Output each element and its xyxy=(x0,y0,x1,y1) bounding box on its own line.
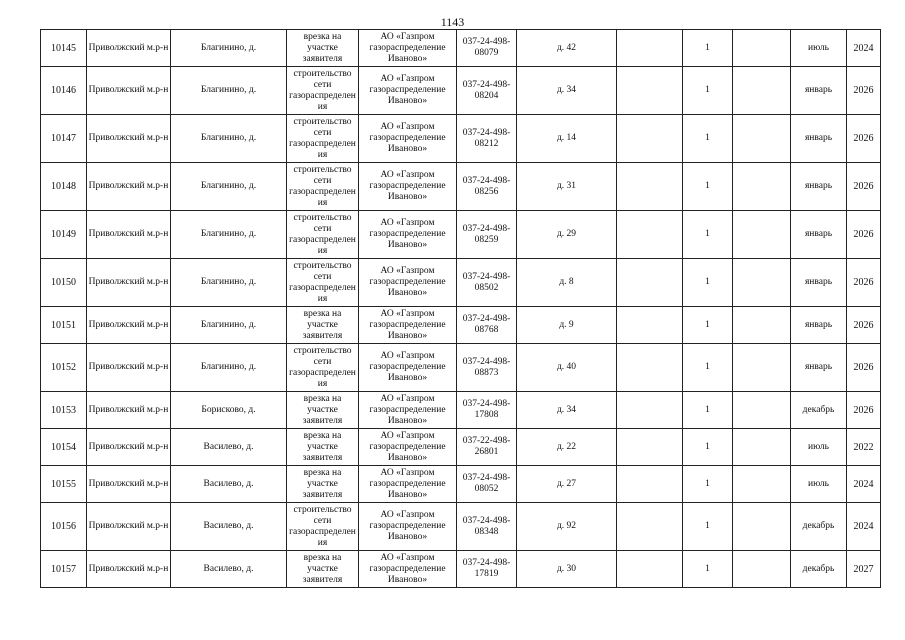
year-cell: 2026 xyxy=(847,163,881,211)
district-cell: Приволжский м.р-н xyxy=(87,551,171,588)
table-row xyxy=(41,115,881,163)
row-number: 10145 xyxy=(41,30,87,67)
organization-cell: АО «Газпром газораспределение Иваново» xyxy=(359,259,457,307)
application-code-cell: 037-24-498-08052 xyxy=(457,466,517,503)
quantity-cell: 1 xyxy=(683,466,733,503)
empty-cell xyxy=(617,163,683,211)
organization-cell: АО «Газпром газораспределение Иваново» xyxy=(359,466,457,503)
year-cell: 2024 xyxy=(847,503,881,551)
year-cell: 2024 xyxy=(847,466,881,503)
locality-cell: Борисково, д. xyxy=(171,392,287,429)
application-code-cell: 037-24-498-08502 xyxy=(457,259,517,307)
application-code-cell: 037-24-498-08204 xyxy=(457,67,517,115)
district-cell: Приволжский м.р-н xyxy=(87,259,171,307)
year-cell: 2026 xyxy=(847,67,881,115)
locality-cell: Благинино, д. xyxy=(171,307,287,344)
quantity-cell: 1 xyxy=(683,30,733,67)
house-number-cell: д. 34 xyxy=(517,392,617,429)
quantity-cell: 1 xyxy=(683,259,733,307)
table-row xyxy=(41,259,881,307)
application-code-cell: 037-22-498-26801 xyxy=(457,429,517,466)
application-code-cell: 037-24-498-17808 xyxy=(457,392,517,429)
month-cell: декабрь xyxy=(791,551,847,588)
empty-cell xyxy=(733,392,791,429)
district-cell: Приволжский м.р-н xyxy=(87,392,171,429)
row-number: 10157 xyxy=(41,551,87,588)
table-row xyxy=(41,429,881,466)
application-code-cell: 037-24-498-08348 xyxy=(457,503,517,551)
application-code-cell: 037-24-498-08256 xyxy=(457,163,517,211)
work-type-cell: строительство сети газораспределения xyxy=(287,503,359,551)
district-cell: Приволжский м.р-н xyxy=(87,211,171,259)
work-type-cell: строительство сети газораспределения xyxy=(287,67,359,115)
table-row xyxy=(41,30,881,67)
row-number: 10154 xyxy=(41,429,87,466)
house-number-cell: д. 29 xyxy=(517,211,617,259)
house-number-cell: д. 42 xyxy=(517,30,617,67)
empty-cell xyxy=(617,466,683,503)
locality-cell: Василево, д. xyxy=(171,466,287,503)
application-code-cell: 037-24-498-08212 xyxy=(457,115,517,163)
organization-cell: АО «Газпром газораспределение Иваново» xyxy=(359,503,457,551)
row-number: 10150 xyxy=(41,259,87,307)
empty-cell xyxy=(733,551,791,588)
empty-cell xyxy=(617,392,683,429)
house-number-cell: д. 34 xyxy=(517,67,617,115)
locality-cell: Василево, д. xyxy=(171,429,287,466)
month-cell: январь xyxy=(791,259,847,307)
empty-cell xyxy=(733,30,791,67)
month-cell: январь xyxy=(791,211,847,259)
house-number-cell: д. 22 xyxy=(517,429,617,466)
empty-cell xyxy=(617,30,683,67)
table-row xyxy=(41,211,881,259)
row-number: 10153 xyxy=(41,392,87,429)
quantity-cell: 1 xyxy=(683,115,733,163)
month-cell: декабрь xyxy=(791,503,847,551)
district-cell: Приволжский м.р-н xyxy=(87,429,171,466)
month-cell: июль xyxy=(791,466,847,503)
work-type-cell: врезка на участке заявителя xyxy=(287,392,359,429)
year-cell: 2022 xyxy=(847,429,881,466)
district-cell: Приволжский м.р-н xyxy=(87,503,171,551)
district-cell: Приволжский м.р-н xyxy=(87,115,171,163)
table-row xyxy=(41,307,881,344)
locality-cell: Благинино, д. xyxy=(171,259,287,307)
quantity-cell: 1 xyxy=(683,429,733,466)
district-cell: Приволжский м.р-н xyxy=(87,30,171,67)
month-cell: июль xyxy=(791,30,847,67)
year-cell: 2026 xyxy=(847,115,881,163)
application-code-cell: 037-24-498-08768 xyxy=(457,307,517,344)
locality-cell: Благинино, д. xyxy=(171,211,287,259)
empty-cell xyxy=(733,503,791,551)
empty-cell xyxy=(733,211,791,259)
organization-cell: АО «Газпром газораспределение Иваново» xyxy=(359,115,457,163)
table-row xyxy=(41,392,881,429)
application-code-cell: 037-24-498-08079 xyxy=(457,30,517,67)
house-number-cell: д. 40 xyxy=(517,344,617,392)
work-type-cell: врезка на участке заявителя xyxy=(287,307,359,344)
locality-cell: Благинино, д. xyxy=(171,344,287,392)
house-number-cell: д. 92 xyxy=(517,503,617,551)
empty-cell xyxy=(617,307,683,344)
organization-cell: АО «Газпром газораспределение Иваново» xyxy=(359,344,457,392)
quantity-cell: 1 xyxy=(683,307,733,344)
work-type-cell: врезка на участке заявителя xyxy=(287,466,359,503)
work-type-cell: строительство сети газораспределения xyxy=(287,163,359,211)
month-cell: январь xyxy=(791,67,847,115)
quantity-cell: 1 xyxy=(683,211,733,259)
house-number-cell: д. 8 xyxy=(517,259,617,307)
application-code-cell: 037-24-498-08873 xyxy=(457,344,517,392)
month-cell: июль xyxy=(791,429,847,466)
empty-cell xyxy=(617,259,683,307)
year-cell: 2024 xyxy=(847,30,881,67)
organization-cell: АО «Газпром газораспределение Иваново» xyxy=(359,307,457,344)
row-number: 10155 xyxy=(41,466,87,503)
work-type-cell: врезка на участке заявителя xyxy=(287,551,359,588)
locality-cell: Василево, д. xyxy=(171,551,287,588)
row-number: 10147 xyxy=(41,115,87,163)
organization-cell: АО «Газпром газораспределение Иваново» xyxy=(359,429,457,466)
empty-cell xyxy=(733,307,791,344)
row-number: 10156 xyxy=(41,503,87,551)
house-number-cell: д. 27 xyxy=(517,466,617,503)
work-type-cell: строительство сети газораспределения xyxy=(287,115,359,163)
work-type-cell: строительство сети газораспределения xyxy=(287,211,359,259)
month-cell: январь xyxy=(791,344,847,392)
row-number: 10152 xyxy=(41,344,87,392)
table-row xyxy=(41,67,881,115)
table-row xyxy=(41,503,881,551)
application-code-cell: 037-24-498-08259 xyxy=(457,211,517,259)
application-code-cell: 037-24-498-17819 xyxy=(457,551,517,588)
quantity-cell: 1 xyxy=(683,67,733,115)
work-type-cell: строительство сети газораспределения xyxy=(287,344,359,392)
year-cell: 2026 xyxy=(847,259,881,307)
quantity-cell: 1 xyxy=(683,392,733,429)
quantity-cell: 1 xyxy=(683,344,733,392)
empty-cell xyxy=(733,115,791,163)
empty-cell xyxy=(733,163,791,211)
empty-cell xyxy=(617,115,683,163)
district-cell: Приволжский м.р-н xyxy=(87,344,171,392)
quantity-cell: 1 xyxy=(683,551,733,588)
empty-cell xyxy=(733,344,791,392)
table-row xyxy=(41,551,881,588)
work-type-cell: врезка на участке заявителя xyxy=(287,30,359,67)
table-row xyxy=(41,466,881,503)
organization-cell: АО «Газпром газораспределение Иваново» xyxy=(359,392,457,429)
locality-cell: Благинино, д. xyxy=(171,163,287,211)
organization-cell: АО «Газпром газораспределение Иваново» xyxy=(359,163,457,211)
organization-cell: АО «Газпром газораспределение Иваново» xyxy=(359,551,457,588)
locality-cell: Благинино, д. xyxy=(171,67,287,115)
empty-cell xyxy=(617,429,683,466)
month-cell: январь xyxy=(791,115,847,163)
year-cell: 2026 xyxy=(847,344,881,392)
district-cell: Приволжский м.р-н xyxy=(87,67,171,115)
empty-cell xyxy=(617,503,683,551)
quantity-cell: 1 xyxy=(683,163,733,211)
page-number: 1143 xyxy=(440,15,465,29)
locality-cell: Благинино, д. xyxy=(171,115,287,163)
empty-cell xyxy=(733,67,791,115)
organization-cell: АО «Газпром газораспределение Иваново» xyxy=(359,30,457,67)
year-cell: 2026 xyxy=(847,392,881,429)
empty-cell xyxy=(617,211,683,259)
row-number: 10148 xyxy=(41,163,87,211)
table-row xyxy=(41,344,881,392)
table-row xyxy=(41,163,881,211)
house-number-cell: д. 31 xyxy=(517,163,617,211)
empty-cell xyxy=(733,466,791,503)
empty-cell xyxy=(733,429,791,466)
locality-cell: Благинино, д. xyxy=(171,30,287,67)
house-number-cell: д. 30 xyxy=(517,551,617,588)
organization-cell: АО «Газпром газораспределение Иваново» xyxy=(359,211,457,259)
registry-table xyxy=(40,29,881,588)
row-number: 10146 xyxy=(41,67,87,115)
month-cell: декабрь xyxy=(791,392,847,429)
work-type-cell: строительство сети газораспределения xyxy=(287,259,359,307)
work-type-cell: врезка на участке заявителя xyxy=(287,429,359,466)
district-cell: Приволжский м.р-н xyxy=(87,466,171,503)
district-cell: Приволжский м.р-н xyxy=(87,163,171,211)
year-cell: 2026 xyxy=(847,211,881,259)
year-cell: 2026 xyxy=(847,307,881,344)
quantity-cell: 1 xyxy=(683,503,733,551)
empty-cell xyxy=(617,67,683,115)
month-cell: январь xyxy=(791,307,847,344)
row-number: 10149 xyxy=(41,211,87,259)
empty-cell xyxy=(617,344,683,392)
year-cell: 2027 xyxy=(847,551,881,588)
house-number-cell: д. 9 xyxy=(517,307,617,344)
empty-cell xyxy=(617,551,683,588)
district-cell: Приволжский м.р-н xyxy=(87,307,171,344)
row-number: 10151 xyxy=(41,307,87,344)
month-cell: январь xyxy=(791,163,847,211)
house-number-cell: д. 14 xyxy=(517,115,617,163)
locality-cell: Василево, д. xyxy=(171,503,287,551)
empty-cell xyxy=(733,259,791,307)
organization-cell: АО «Газпром газораспределение Иваново» xyxy=(359,67,457,115)
